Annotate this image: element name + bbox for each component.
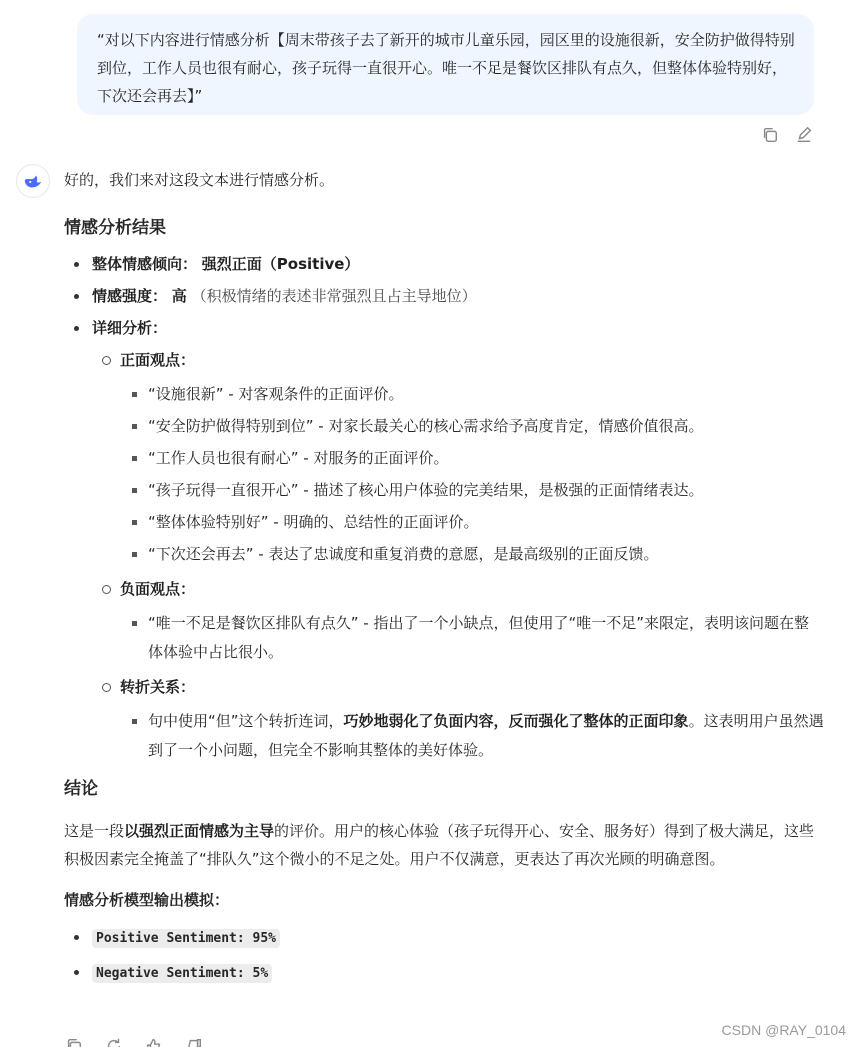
conclusion-text xyxy=(64,817,824,873)
regenerate-icon[interactable] xyxy=(104,1036,124,1047)
edit-icon[interactable] xyxy=(794,125,814,145)
list-item xyxy=(64,284,824,308)
overall-value: 强烈正面（Positive） xyxy=(201,255,360,273)
assistant-answer xyxy=(64,168,824,995)
list-item: “下次还会再去” - 表达了忠诚度和重复消费的意愿，是最高级别的正面反馈。 xyxy=(120,540,824,569)
turn-text-bold: 巧妙地弱化了负面内容，反而强化了整体的正面印象 xyxy=(343,712,689,730)
copy-icon[interactable] xyxy=(760,125,780,145)
model-output-heading: 情感分析模型输出模拟： xyxy=(64,891,230,909)
result-list xyxy=(64,252,824,765)
user-message-bubble xyxy=(77,14,814,115)
copy-icon[interactable] xyxy=(64,1036,84,1047)
assistant-avatar xyxy=(16,164,50,198)
list-item xyxy=(120,707,824,765)
list-item xyxy=(64,925,824,951)
list-item: “唯一不足是餐饮区排队有点久” - 指出了一个小缺点，但使用了“唯一不足”来限定，表明该问题在整体体验中占比很小。 xyxy=(120,609,824,667)
list-item xyxy=(92,348,824,569)
intensity-note: （积极情绪的表述非常强烈且占主导地位） xyxy=(191,287,477,305)
list-item xyxy=(92,675,824,765)
list-item xyxy=(64,960,824,986)
answer-actions xyxy=(64,1036,204,1047)
list-item: “整体体验特别好” - 明确的、总结性的正面评价。 xyxy=(120,508,824,537)
whale-logo-icon xyxy=(22,170,44,192)
conclusion-pre: 这是一段 xyxy=(64,822,125,840)
result-heading: 情感分析结果 xyxy=(64,218,166,238)
conclusion-heading: 结论 xyxy=(64,779,98,799)
conclusion-post: 的评价。用户的核心体验（孩子玩得开心、安全、服务好）得到了极大满足，这些积极因素完全掩盖了“排队久”这个微小的不足之处。用户不仅满意，更表达了再次光顾的明确意图。 xyxy=(64,822,815,868)
list-item: “设施很新” - 对客观条件的正面评价。 xyxy=(120,380,824,409)
answer-intro: 好的，我们来对这段文本进行情感分析。 xyxy=(64,171,335,189)
conclusion-bold: 以强烈正面情感为主导 xyxy=(124,822,275,840)
turn-text-pre: 句中使用“但”这个转折连词， xyxy=(148,712,344,730)
negative-output-code: Negative Sentiment: 5% xyxy=(92,964,272,983)
list-item xyxy=(64,316,824,765)
overall-label: 整体情感倾向： xyxy=(92,255,198,273)
positive-label: 正面观点： xyxy=(120,351,196,369)
detail-list xyxy=(92,348,824,765)
list-item: “安全防护做得特别到位” - 对家长最关心的核心需求给予高度肯定，情感价值很高。 xyxy=(120,412,824,441)
turn-list xyxy=(120,707,824,765)
thumbs-down-icon[interactable] xyxy=(184,1036,204,1047)
positive-output-code: Positive Sentiment: 95% xyxy=(92,929,280,948)
turn-label: 转折关系： xyxy=(120,678,196,696)
positive-list xyxy=(120,380,824,569)
negative-label: 负面观点： xyxy=(120,580,196,598)
list-item xyxy=(64,252,824,276)
list-item xyxy=(92,577,824,667)
user-message-actions xyxy=(760,125,814,145)
turn-text-post: 。这表明用户虽然遇到了一个小问题，但完全不影响其整体的美好体验。 xyxy=(148,712,824,759)
list-item: “工作人员也很有耐心” - 对服务的正面评价。 xyxy=(120,444,824,473)
thumbs-up-icon[interactable] xyxy=(144,1036,164,1047)
detail-label: 详细分析： xyxy=(92,319,168,337)
watermark: CSDN @RAY_0104 xyxy=(721,1022,846,1038)
negative-list xyxy=(120,609,824,667)
intensity-label: 情感强度： xyxy=(92,287,168,305)
model-output-list xyxy=(64,925,824,986)
intensity-value: 高 xyxy=(171,287,187,305)
user-message-text: “对以下内容进行情感分析【周末带孩子去了新开的城市儿童乐园，园区里的设施很新，安全防护做得特别到位，工作人员也很有耐心，孩子玩得一直很开心。唯一不足是餐饮区排队有点久，但整体体验特别好，下次还会再去】” xyxy=(97,31,795,105)
list-item: “孩子玩得一直很开心” - 描述了核心用户体验的完美结果，是极强的正面情绪表达。 xyxy=(120,476,824,505)
